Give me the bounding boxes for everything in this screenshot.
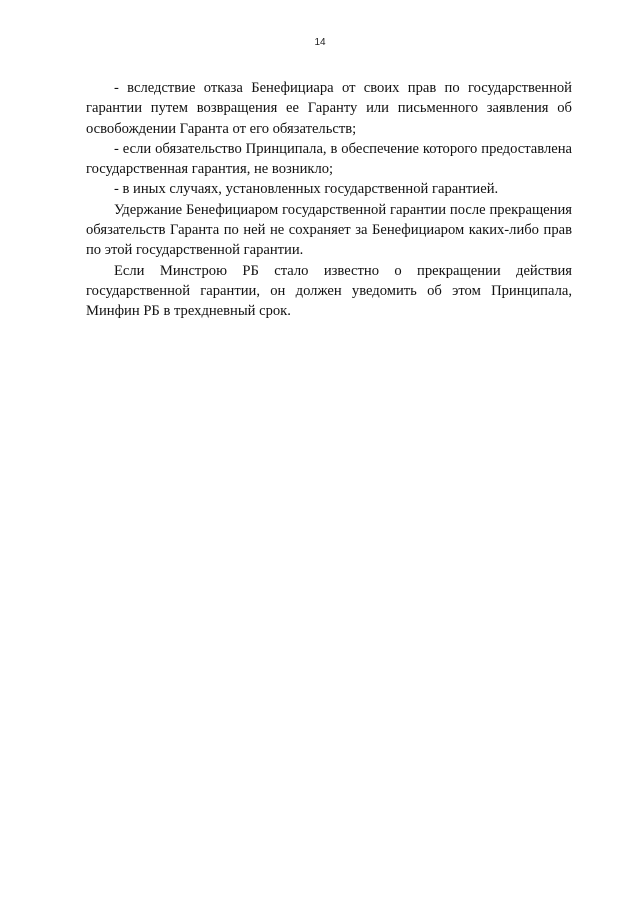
page-number: 14 [314, 37, 326, 48]
paragraph-notification: Если Минстрою РБ стало известно о прекращении действия государственной гарантии, он должен уведомить об этом Принципала, Минфин РБ в трехдневный срок. [86, 262, 572, 320]
paragraph-other-cases: - в иных случаях, установленных государственной гарантией. [114, 181, 499, 198]
paragraph-refusal-of-rights: - вследствие отказа Бенефициара от своих прав по государственной гарантии путем возвращения ее Гаранту или письменного заявления об освобождении Гаранта от его обязательств; [86, 80, 572, 137]
document-body [86, 78, 572, 322]
paragraph-obligation-not-arisen: - если обязательство Принципала, в обеспечение которого предоставлена государственная гарантия, не возникло; [86, 140, 572, 178]
paragraph-retention-of-guarantee: Удержание Бенефициаром государственной гарантии после прекращения обязательств Гаранта по ней не сохраняет за Бенефициаром каких-либо прав по этой государственной гарантии. [86, 201, 572, 259]
